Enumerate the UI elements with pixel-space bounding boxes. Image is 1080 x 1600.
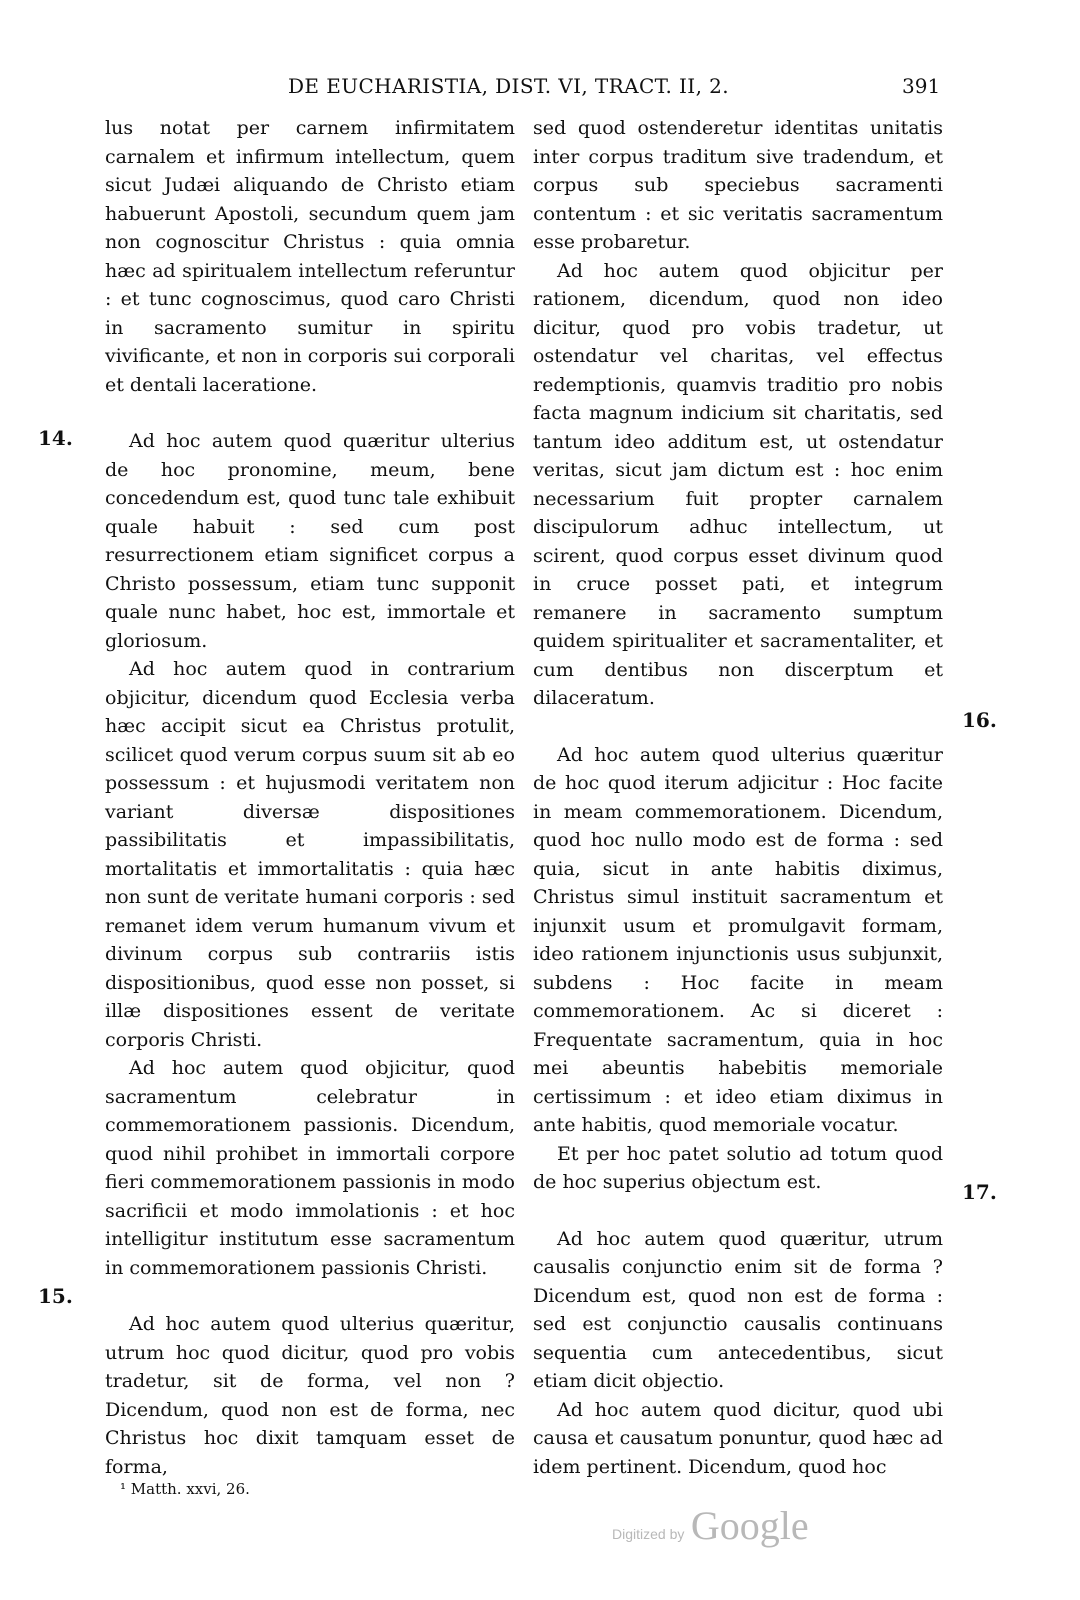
section-number-17: 17.	[962, 1180, 997, 1204]
right-column	[533, 114, 943, 1481]
left-paragraph-1: lus notat per carnem infirmitatem carnalem et infirmum intellectum, quem sicut Judæi aliquando de Christo etiam habuerunt Apostoli, secundum quem jam non cognoscitur Christus : quia omnia hæc ad spiritualem intellectum referuntur : et tunc cognoscimus, quod caro Christi in sacramento sumitur in spiritu vivificante, et non in corporis sui corporali et dentali laceratione.	[105, 117, 515, 396]
section-number-16: 16.	[962, 708, 997, 732]
left-column	[105, 114, 515, 1481]
google-logo: Google	[690, 1503, 809, 1548]
right-paragraph-6: Ad hoc autem quod dicitur, quod ubi causa et causatum ponuntur, quod hæc ad idem pertinent. Dicendum, quod hoc	[533, 1398, 943, 1478]
section-number-14: 14.	[38, 426, 73, 450]
right-paragraph-4: Et per hoc patet solutio ad totum quod de hoc superius objectum est.	[533, 1142, 943, 1193]
right-paragraph-2: Ad hoc autem quod objicitur per rationem, dicendum, quod non ideo dicitur, quod pro vobis tradetur, ut ostendatur vel charitas, vel effectus redemptionis, quamvis traditio pro nobis facta magnum indicium sit charitatis, sed tantum ideo additum est, ut ostendatur veritas, sicut jam dictum est : hoc enim necessarium fuit propter carnalem discipulorum adhuc intellectum, ut scirent, quod corpus esset divinum quod in cruce posset pati, et integrum remanere in sacramento sumptum quidem spiritualiter et sacramentaliter, et cum dentibus non discerptum et dilaceratum.	[533, 259, 943, 709]
footnote: ¹ Matth. xxvi, 26.	[120, 1480, 250, 1498]
right-paragraph-3: Ad hoc autem quod ulterius quæritur de hoc quod iterum adjicitur : Hoc facite in meam commemorationem. Dicendum, quod hoc nullo modo est de forma : sed quia, sicut in ante habitis diximus, Christus simul instituit sacramentum et injunxit usum et promulgavit formam, ideo rationem injunctionis usus subjunxit, subdens : Hoc facite in meam commemorationem. Ac si diceret : Frequentate sacramentum, quia in hoc mei abeuntis habebitis memoriale certissimum : et ideo etiam diximus in ante habitis, quod memoriale vocatur.	[533, 743, 943, 1136]
left-paragraph-2: Ad hoc autem quod quæritur ulterius de hoc pronomine, meum, bene concedendum est, quod tunc tale exhibuit quale habuit : sed cum post resurrectionem etiam significet corpus a Christo possessum, etiam tunc supponit quale nunc habet, hoc est, immortale et gloriosum.	[105, 430, 515, 652]
section-number-15: 15.	[38, 1284, 73, 1308]
left-paragraph-5: Ad hoc autem quod ulterius quæritur, utrum hoc quod dicitur, quod pro vobis tradetur, sit de forma, vel non ? Dicendum, quod non est de forma, nec Christus hoc dixit tamquam esset de forma,	[105, 1313, 515, 1478]
right-paragraph-5: Ad hoc autem quod quæritur, utrum causalis conjunctio enim sit de forma ? Dicendum est, quod non est de forma : sed est conjunctio causalis continuans sequentia cum antecedentibus, sicut etiam dicit objectio.	[533, 1227, 943, 1392]
left-paragraph-3: Ad hoc autem quod in contrarium objicitur, dicendum quod Ecclesia verba hæc accipit sicut ea Christus protulit, scilicet quod verum corpus suum sit ab eo possessum : et hujusmodi veritatem non variant diversæ dispositiones passibilitatis et impassibilitatis, mortalitatis et immortalitatis : quia hæc non sunt de veritate humani corporis : sed remanet idem verum humanum vivum et divinum corpus sub contrariis istis dispositionibus, quod esse non posset, si illæ dispositiones essent de veritate corporis Christi.	[105, 658, 515, 1051]
left-paragraph-4: Ad hoc autem quod objicitur, quod sacramentum celebratur in commemorationem passionis. Dicendum, quod nihil prohibet in immortali corpore fieri commemorationem passionis in modo sacrificii et modo immolationis : et hoc intelligitur institutum esse sacramentum in commemorationem passionis Christi.	[105, 1057, 515, 1279]
digitized-watermark	[612, 1502, 809, 1549]
page-number: 391	[902, 74, 941, 98]
running-header: DE EUCHARISTIA, DIST. VI, TRACT. II, 2.	[288, 74, 729, 98]
right-paragraph-1: sed quod ostenderetur identitas unitatis inter corpus traditum sive tradendum, et corpus sub speciebus sacramenti contentum : et sic veritatis sacramentum esse probaretur.	[533, 117, 943, 253]
watermark-prefix: Digitized by	[612, 1526, 685, 1542]
